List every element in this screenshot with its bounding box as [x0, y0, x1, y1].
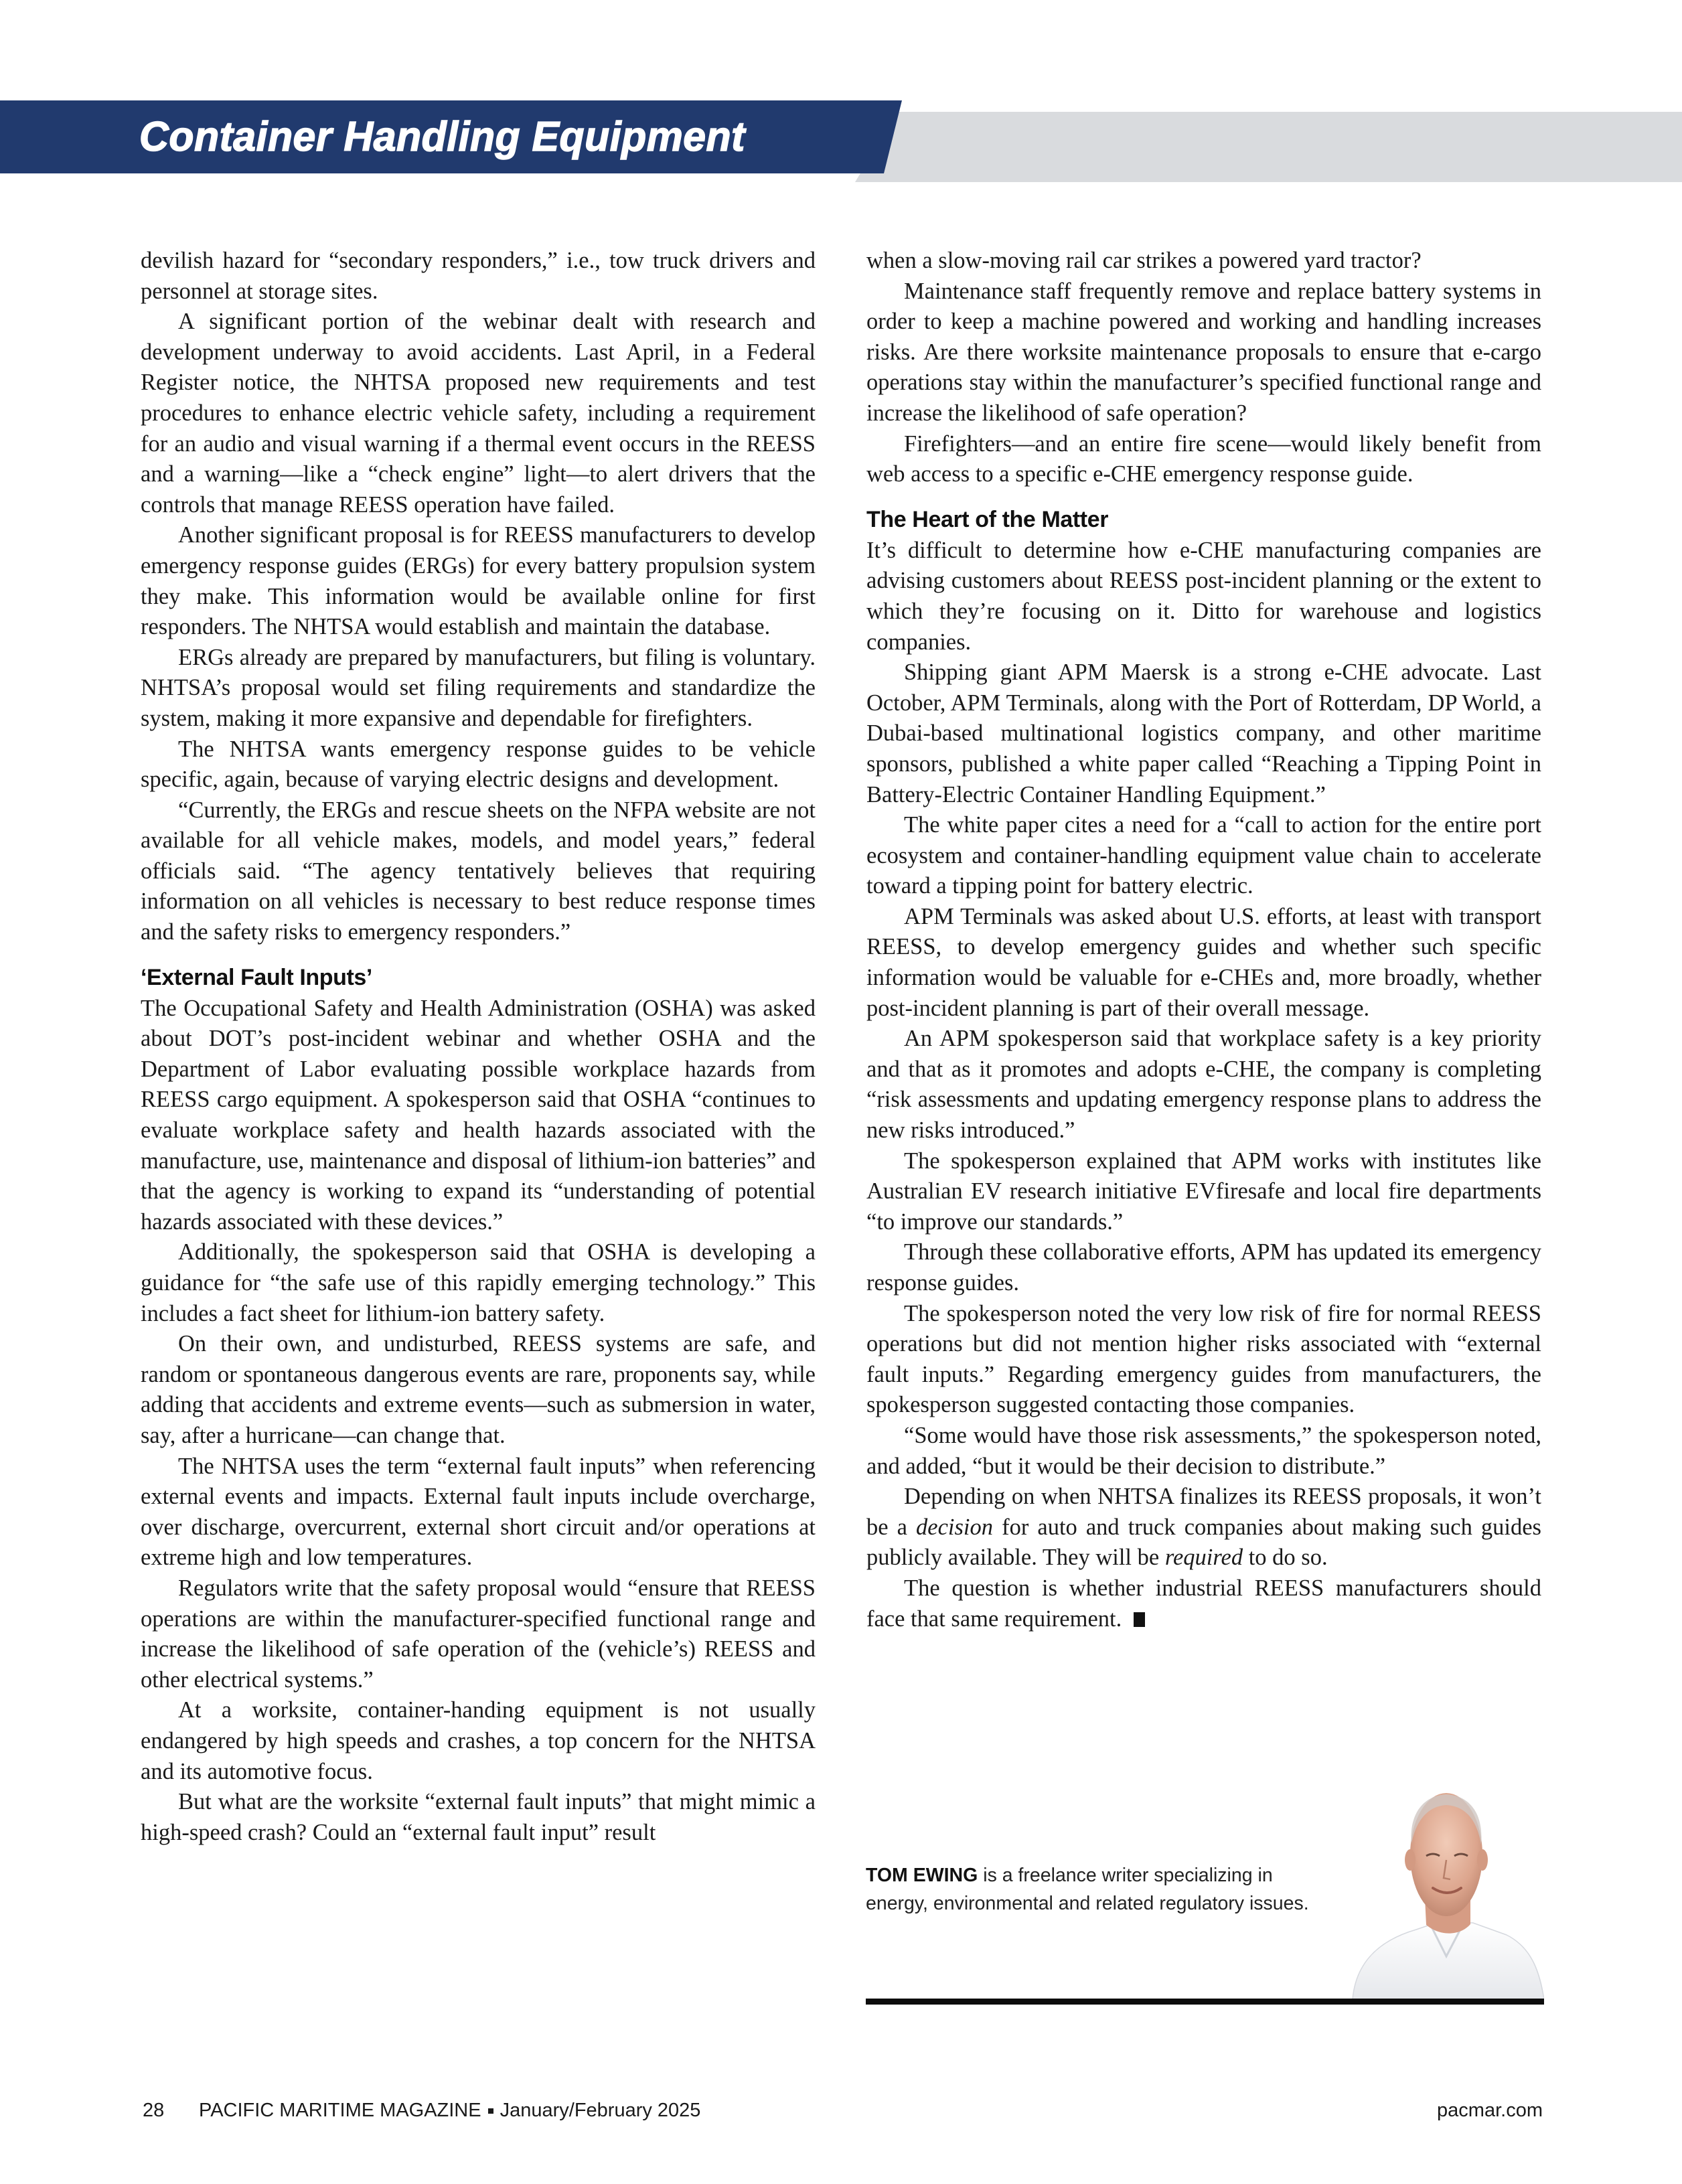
paragraph: Another significant proposal is for REESS manufacturers to develop emergency response guides (ERGs) for every battery propulsion system they make. This information would be available online for first responders. The NHTSA would establish and maintain the database.	[141, 522, 816, 640]
subheading-heart-of-the-matter: The Heart of the Matter	[866, 506, 1109, 532]
paragraph: ERGs already are prepared by manufacturers, but filing is voluntary. NHTSA’s proposal would set filing requirements and standardize the system, making it more expansive and dependable for firefighters.	[141, 644, 816, 731]
paragraph: when a slow-moving rail car strikes a powered yard tractor?	[866, 248, 1422, 273]
publication-name: PACIFIC MARITIME MAGAZINE	[199, 2100, 481, 2121]
page-number: 28	[143, 2100, 165, 2121]
paragraph: An APM spokesperson said that workplace safety is a key priority and that as it promotes and adopts e-CHE, the company is completing “risk assessments and updating emergency response plans to address the new risks introduced.”	[866, 1026, 1541, 1144]
paragraph: APM Terminals was asked about U.S. efforts, at least with transport REESS, to develop emergency guides and whether such specific information would be valuable for e-CHEs and, more broadly, whether post-incident planning is part of their overall message.	[866, 903, 1541, 1021]
paragraph: The spokesperson noted the very low risk of fire for normal REESS operations but did not mention higher risks associated with “external fault inputs.” Regarding emergency guides from manufacturers, the spokesperson suggested contacting those companies.	[866, 1300, 1541, 1418]
paragraph-with-emphasis	[866, 1482, 1541, 1573]
section-title: Container Handling Equipment	[139, 114, 745, 160]
author-headshot-icon	[1339, 1781, 1544, 1999]
paragraph: devilish hazard for “secondary responders,” i.e., tow truck drivers and personnel at storage sites.	[141, 248, 816, 304]
footer-website: pacmar.com	[1437, 2100, 1543, 2121]
paragraph: The Occupational Safety and Health Administration (OSHA) was asked about DOT’s post-incident webinar and whether OSHA and the Department of Labor evaluating possible workplace hazards from REESS cargo equipment. A spokesperson said that OSHA “continues to evaluate workplace safety and health hazards associated with the manufacture, use, maintenance and disposal of lithium-ion batteries” and that the agency is working to expand its “understanding of potential hazards associated with these devices.”	[141, 995, 816, 1235]
issue-date: January/February 2025	[500, 2100, 701, 2121]
paragraph: The white paper cites a need for a “call to action for the entire port ecosystem and container-handling equipment value chain to accelerate toward a tipping point for battery electric.	[866, 812, 1541, 899]
paragraph: The NHTSA wants emergency response guides to be vehicle specific, again, because of varying electric designs and development.	[141, 736, 816, 793]
author-bio-text: is a freelance writer specializing in energy, environmental and related regulatory issues.	[866, 1865, 1309, 1914]
paragraph: At a worksite, container-handing equipment is not usually endangered by high speeds and crashes, a top concern for the NHTSA and its automotive focus.	[141, 1697, 816, 1784]
text-run: to do so.	[1243, 1545, 1328, 1571]
paragraph: Additionally, the spokesperson said that OSHA is developing a guidance for “the safe use of this rapidly emerging technology.” This includes a fact sheet for lithium-ion battery safety.	[141, 1239, 816, 1326]
author-bio	[866, 1861, 1334, 1918]
paragraph: On their own, and undisturbed, REESS systems are safe, and random or spontaneous dangerous events are rare, proponents say, while adding that accidents and extreme events—such as submersion in water, say, after a hurricane—can change that.	[141, 1331, 816, 1448]
end-of-article-square-icon	[1134, 1612, 1145, 1627]
paragraph-final	[866, 1573, 1541, 1634]
paragraph: Firefighters—and an entire fire scene—would likely benefit from web access to a specific e-CHE emergency response guide.	[866, 431, 1541, 487]
author-name: TOM EWING	[866, 1865, 978, 1886]
paragraph: Through these collaborative efforts, APM has updated its emergency response guides.	[866, 1239, 1541, 1296]
emphasis-required: required	[1164, 1545, 1243, 1571]
paragraph: “Some would have those risk assessments,” the spokesperson noted, and added, “but it would be their decision to distribute.”	[866, 1422, 1541, 1479]
footer-folio	[143, 2097, 700, 2124]
paragraph: “Currently, the ERGs and rescue sheets on the NFPA website are not available for all vehicle makes, models, and model years,” federal officials said. “The agency tentatively believes that requiring information on all vehicles is necessary to best reduce response times and the safety risks to emergency responders.”	[141, 797, 816, 945]
paragraph: A significant portion of the webinar dealt with research and development underway to avoid accidents. Last April, in a Federal Register notice, the NHTSA proposed new requirements and test procedures to enhance electric vehicle safety, including a requirement for an audio and visual warning if a thermal event occurs in the REESS and a warning—like a “check engine” light—to alert drivers that the controls that manage REESS operation have failed.	[141, 309, 816, 518]
left-column	[141, 246, 816, 1848]
bullet-separator-icon	[488, 2108, 493, 2114]
subheading-external-fault-inputs: ‘External Fault Inputs’	[141, 964, 372, 990]
paragraph: Regulators write that the safety proposal would “ensure that REESS operations are within the manufacturer-specified functional range and increase the likelihood of safe operation of the (vehicle’s) REESS and other electrical systems.”	[141, 1575, 816, 1693]
right-column	[866, 246, 1541, 1634]
emphasis-decision: decision	[916, 1514, 994, 1540]
text-run: Depending on when NHTSA finalizes its REESS proposals, it won’t be a	[866, 1484, 1541, 1540]
paragraph: The NHTSA uses the term “external fault inputs” when referencing external events and impacts. External fault inputs include overcharge, over discharge, overcurrent, external short circuit and/or operations at extreme high and low temperatures.	[141, 1453, 816, 1571]
header-gray-band	[855, 112, 1682, 182]
text-run: for auto and truck companies about making such guides publicly available. They will be	[866, 1514, 1541, 1571]
paragraph: The spokesperson explained that APM works with institutes like Australian EV research initiative EVfiresafe and local fire departments “to improve our standards.”	[866, 1148, 1541, 1235]
paragraph: But what are the worksite “external fault inputs” that might mimic a high-speed crash? Could an “external fault input” result	[141, 1789, 816, 1845]
bio-divider-rule	[866, 1999, 1544, 2005]
paragraph: Shipping giant APM Maersk is a strong e-CHE advocate. Last October, APM Terminals, along with the Port of Rotterdam, DP World, a Dubai-based multinational logistics company, and other maritime sponsors, published a white paper called “Reaching a Tipping Point in Battery-Electric Container Handling Equipment.”	[866, 659, 1541, 807]
text-run: The question is whether industrial REESS manufacturers should face that same requirement.	[866, 1575, 1541, 1632]
paragraph: Maintenance staff frequently remove and replace battery systems in order to keep a machine powered and working and handling increases risks. Are there worksite maintenance proposals to ensure that e-cargo operations stay within the manufacturer’s specified functional range and increase the likelihood of safe operation?	[866, 278, 1541, 426]
paragraph: It’s difficult to determine how e-CHE manufacturing companies are advising customers about REESS post-incident planning or the extent to which they’re focusing on it. Ditto for warehouse and logistics companies.	[866, 537, 1541, 655]
